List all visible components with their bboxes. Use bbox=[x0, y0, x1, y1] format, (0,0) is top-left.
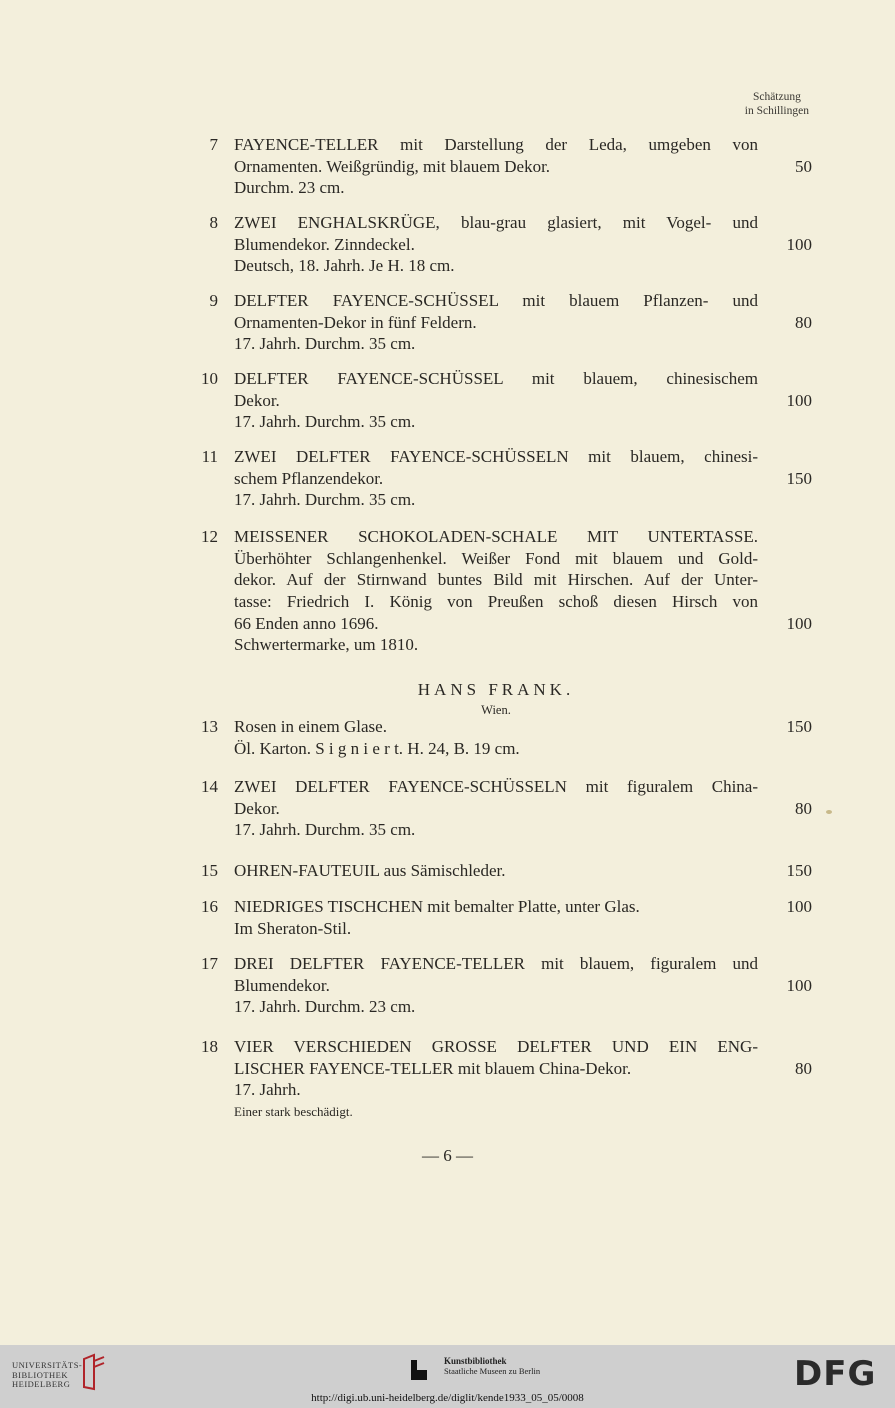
description-line: 17. Jahrh. Durchm. 35 cm. bbox=[234, 334, 416, 354]
lot-description bbox=[234, 134, 758, 199]
description-line: Blumendekor. Zinndeckel. bbox=[234, 234, 415, 254]
description-line: 17. Jahrh. bbox=[234, 1080, 301, 1100]
description-line: schem Pflanzendekor. bbox=[234, 468, 384, 488]
estimate-price: 150 bbox=[786, 468, 812, 488]
description-line: Ornamenten. Weißgründig, mit blauem Dekor. bbox=[234, 156, 551, 176]
description-line: Ornamenten-Dekor in fünf Feldern. bbox=[234, 312, 477, 332]
lot-number: 16 bbox=[201, 897, 218, 916]
estimate-price: 100 bbox=[786, 234, 812, 254]
description-line: LISCHER FAYENCE-TELLER mit blauem China-Dekor. bbox=[234, 1058, 632, 1078]
lot-description bbox=[234, 1036, 758, 1123]
library-line-3: HEIDELBERG bbox=[12, 1379, 71, 1389]
description-line: VIER VERSCHIEDEN GROSSE DELFTER UND EIN ENG- bbox=[234, 1037, 758, 1056]
lot-description bbox=[234, 896, 758, 939]
description-line: Dekor. bbox=[234, 798, 280, 818]
description-line: Überhöhter Schlangenhenkel. Weißer Fond mit blauem und Gold- bbox=[234, 548, 758, 568]
description-line: DELFTER FAYENCE-SCHÜSSEL mit blauem, chinesischem bbox=[234, 369, 758, 388]
description-line: NIEDRIGES TISCHCHEN mit bemalter Platte, unter Glas. bbox=[234, 897, 640, 916]
estimate-price: 80 bbox=[795, 312, 812, 332]
estimate-price: 100 bbox=[786, 975, 812, 995]
lot-description bbox=[234, 716, 758, 759]
heidelberg-library-label bbox=[12, 1361, 82, 1390]
estimate-price: 150 bbox=[786, 717, 812, 736]
description-line: Im Sheraton-Stil. bbox=[234, 918, 352, 938]
library-line-2: BIBLIOTHEK bbox=[12, 1369, 68, 1380]
page-number: — 6 — bbox=[422, 1146, 473, 1165]
lot-number: 9 bbox=[209, 291, 218, 310]
description-line: FAYENCE-TELLER mit Darstellung der Leda, umgeben von bbox=[234, 135, 758, 154]
estimate-price: 80 bbox=[795, 798, 812, 818]
description-line: Dekor. bbox=[234, 390, 280, 410]
lot-description bbox=[234, 446, 758, 511]
description-line: Einer stark beschädigt. bbox=[234, 1104, 353, 1120]
description-line: ZWEI DELFTER FAYENCE-SCHÜSSELN mit figuralem China- bbox=[234, 777, 758, 796]
estimate-price: 100 bbox=[786, 613, 812, 633]
kunstbibliothek-logo-icon bbox=[409, 1358, 429, 1382]
description-line: ZWEI ENGHALSKRÜGE, blau-grau glasiert, mit Vogel- und bbox=[234, 213, 758, 232]
lot-number: 12 bbox=[201, 527, 218, 546]
kunst-line-1: Kunstbibliothek bbox=[444, 1356, 507, 1366]
description-line: MEISSENER SCHOKOLADEN-SCHALE MIT UNTERTASSE. bbox=[234, 527, 758, 546]
heidelberg-logo-icon bbox=[80, 1353, 108, 1391]
dfg-logo: DFG bbox=[794, 1354, 877, 1394]
lot-number: 8 bbox=[209, 213, 218, 232]
estimate-price: 100 bbox=[786, 390, 812, 410]
description-line: tasse: Friedrich I. König von Preußen schoß diesen Hirsch von bbox=[234, 592, 758, 612]
description-line: Deutsch, 18. Jahrh. Je H. 18 cm. bbox=[234, 256, 455, 276]
lot-number: 11 bbox=[201, 447, 218, 466]
source-url[interactable]: http://digi.ub.uni-heidelberg.de/diglit/kende1933_05_05/0008 bbox=[311, 1392, 584, 1404]
description-line: DREI DELFTER FAYENCE-TELLER mit blauem, figuralem und bbox=[234, 954, 758, 973]
description-line: DELFTER FAYENCE-SCHÜSSEL mit blauem Pflanzen- und bbox=[234, 291, 758, 310]
description-line: OHREN-FAUTEUIL aus Sämischleder. bbox=[234, 861, 506, 880]
library-line-1: UNIVERSITÄTS- bbox=[12, 1360, 83, 1370]
kunst-line-2: Staatliche Museen zu Berlin bbox=[444, 1366, 541, 1376]
lot-number: 14 bbox=[201, 777, 218, 796]
description-line: 17. Jahrh. Durchm. 23 cm. bbox=[234, 997, 416, 1017]
header-line-2: in Schillingen bbox=[744, 105, 809, 117]
description-line: 17. Jahrh. Durchm. 35 cm. bbox=[234, 490, 416, 510]
estimate-price: 150 bbox=[786, 861, 812, 880]
lot-number: 17 bbox=[201, 954, 218, 973]
description-line: Rosen in einem Glase. bbox=[234, 717, 387, 736]
lot-description bbox=[234, 368, 758, 433]
lot-number: 7 bbox=[209, 135, 218, 154]
estimate-price: 50 bbox=[795, 156, 812, 176]
price-column-header bbox=[745, 90, 809, 118]
kunstbibliothek-label bbox=[444, 1356, 540, 1376]
artist-city: Wien. bbox=[481, 703, 511, 717]
lot-description bbox=[234, 860, 758, 882]
description-line: 17. Jahrh. Durchm. 35 cm. bbox=[234, 820, 416, 840]
lot-description bbox=[234, 953, 758, 1018]
description-line: ZWEI DELFTER FAYENCE-SCHÜSSELN mit blauem, chinesi- bbox=[234, 447, 758, 466]
description-line: 17. Jahrh. Durchm. 35 cm. bbox=[234, 412, 416, 432]
lot-number: 13 bbox=[201, 717, 218, 736]
description-line: dekor. Auf der Stirnwand buntes Bild mit Hirschen. Auf der Unter- bbox=[234, 570, 758, 590]
header-line-1: Schätzung bbox=[752, 91, 801, 103]
lot-description bbox=[234, 212, 758, 277]
description-line: Durchm. 23 cm. bbox=[234, 178, 345, 198]
lot-number: 15 bbox=[201, 861, 218, 880]
lot-description bbox=[234, 776, 758, 841]
lot-number: 10 bbox=[201, 369, 218, 388]
estimate-price: 80 bbox=[795, 1058, 812, 1078]
description-line: Schwertermarke, um 1810. bbox=[234, 635, 419, 655]
estimate-price: 100 bbox=[786, 897, 812, 916]
description-line: Blumendekor. bbox=[234, 975, 330, 995]
artist-heading: HANS FRANK. bbox=[417, 680, 575, 699]
lot-number: 18 bbox=[201, 1037, 218, 1056]
description-line: Öl. Karton. S i g n i e r t. H. 24, B. 19 cm. bbox=[234, 738, 520, 758]
ink-spot bbox=[826, 810, 832, 814]
description-line: 66 Enden anno 1696. bbox=[234, 613, 379, 633]
lot-description bbox=[234, 526, 758, 656]
lot-description bbox=[234, 290, 758, 355]
